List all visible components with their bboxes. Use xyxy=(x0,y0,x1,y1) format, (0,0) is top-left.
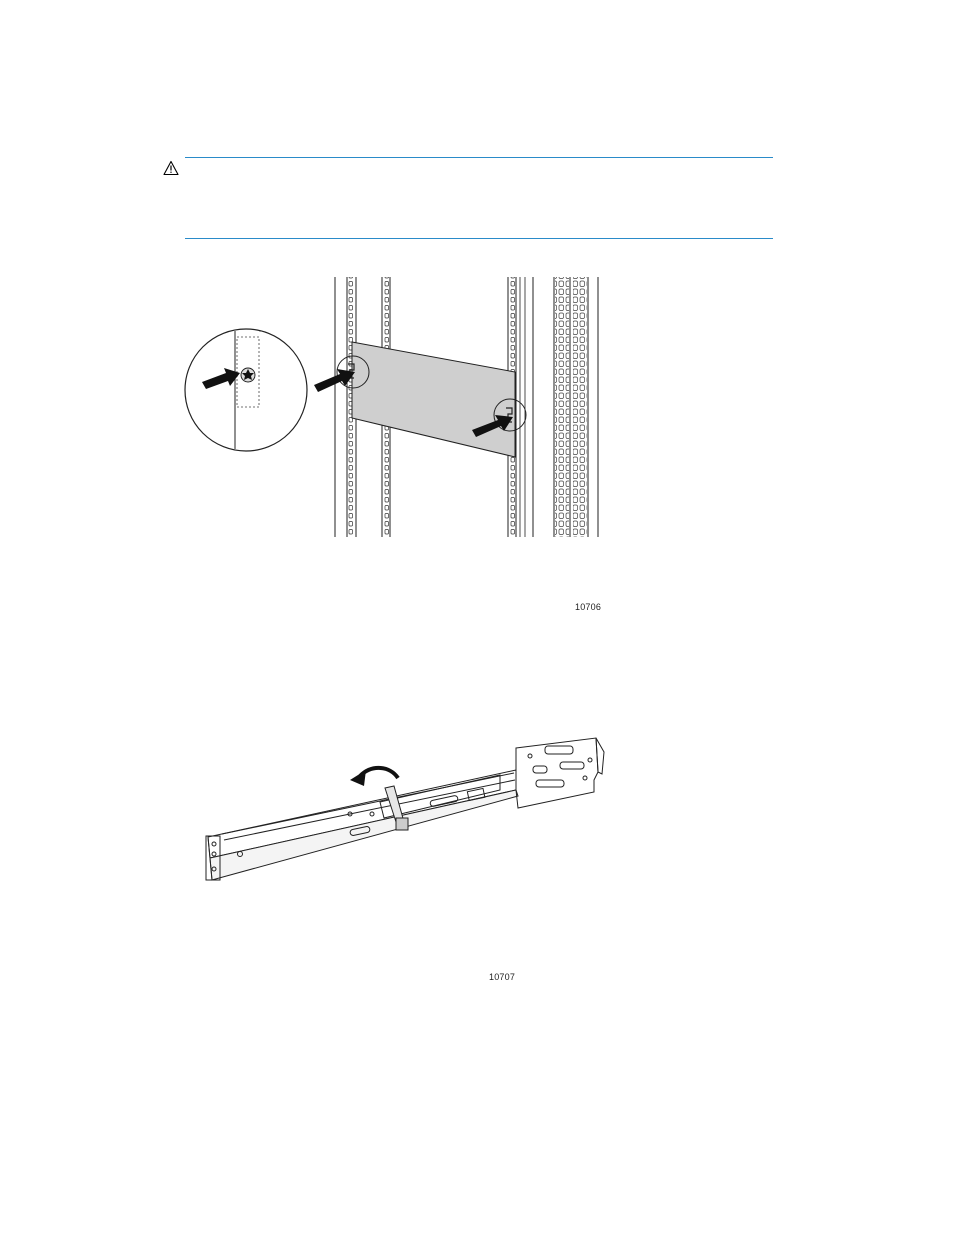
warning-triangle-icon xyxy=(163,160,179,176)
rack-illustration xyxy=(180,272,610,542)
figure-id-label: 10707 xyxy=(489,972,516,982)
figure-id-label: 10706 xyxy=(575,602,602,612)
rail-plate xyxy=(352,342,515,457)
figure-rail-release-lever xyxy=(200,730,610,890)
rack-post-far-right xyxy=(554,277,598,537)
slide-rail xyxy=(206,738,604,880)
warning-top-rule xyxy=(185,157,773,158)
rail-illustration xyxy=(200,730,610,890)
warning-bottom-rule xyxy=(185,238,773,239)
magnifier-callout xyxy=(185,322,307,462)
figure-rack-rail-mounting xyxy=(180,272,610,542)
rotate-arrow-icon xyxy=(350,768,398,786)
